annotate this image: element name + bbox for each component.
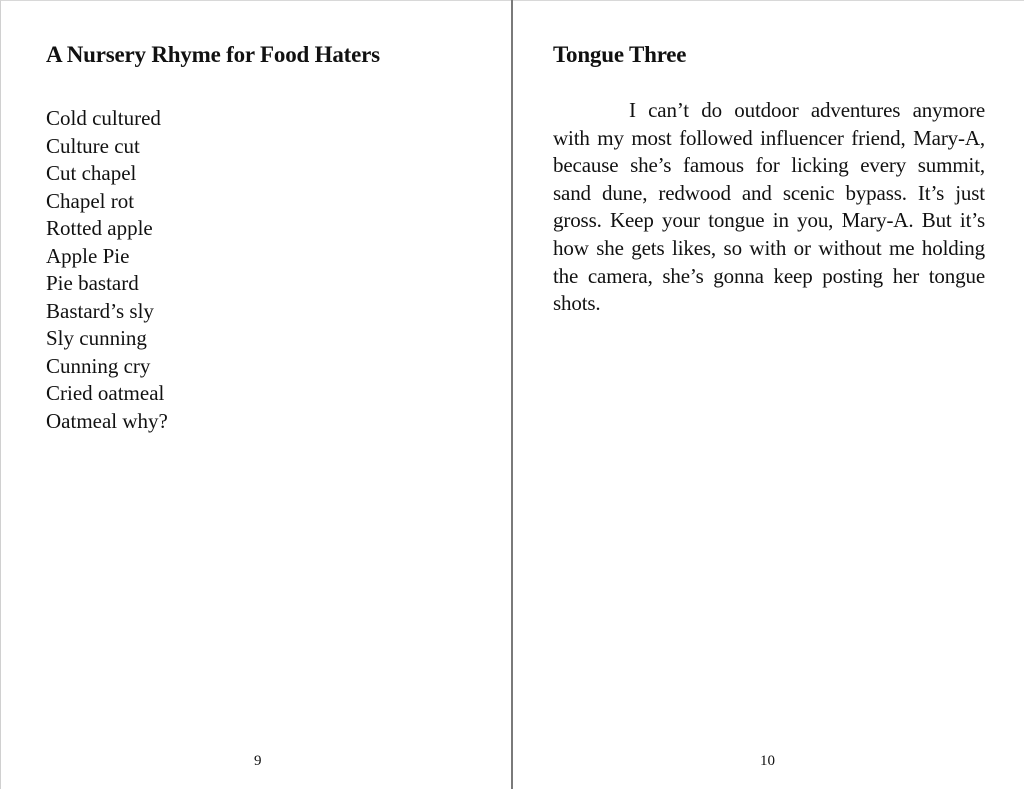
poem-title: A Nursery Rhyme for Food Haters (46, 42, 380, 67)
poem-line: Culture cut (46, 133, 140, 158)
right-page (512, 0, 1024, 789)
story-paragraph: I can’t do outdoor adventures anymore with my most followed influencer friend, Mary-A, because she’s famous for licking every summit, sand dune, redwood and scenic bypass. It’s just gross. Keep your tongue in you, Mary-A. But it’s how she gets likes, so with or without me holding the camera, she’s gonna keep posting her tongue shots. (553, 98, 985, 316)
poem-line: Oatmeal why? (46, 408, 168, 433)
poem-line: Rotted apple (46, 216, 153, 240)
poem-line: Cried oatmeal (46, 381, 165, 405)
poem-line: Sly cunning (46, 326, 147, 350)
poem-line: Cold cultured (46, 106, 161, 130)
page-number-left: 9 (254, 753, 262, 769)
page-number-right: 10 (760, 753, 775, 769)
poem-line: Cut chapel (46, 161, 137, 185)
poem-line: Pie bastard (46, 271, 139, 295)
poem-line: Cunning cry (46, 353, 151, 378)
page-gutter-divider (511, 0, 513, 789)
poem (46, 105, 168, 435)
poem-line: Chapel rot (46, 188, 135, 213)
poem-line: Bastard’s sly (46, 298, 154, 323)
poem-line: Apple Pie (46, 243, 130, 268)
story-title: Tongue Three (553, 42, 687, 67)
